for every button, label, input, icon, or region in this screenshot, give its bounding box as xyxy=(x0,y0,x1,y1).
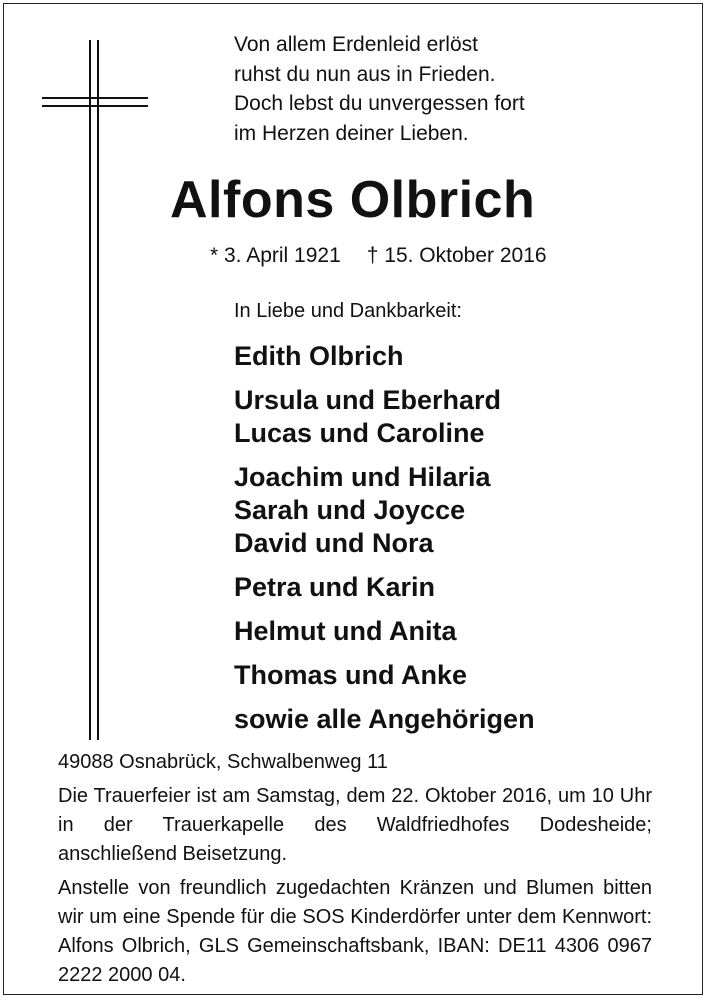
mourner-group xyxy=(234,615,535,648)
donation-notice: Anstelle von freundlich zugedachten Kränzen und Blumen bitten wir um eine Spende für die SOS Kinderdörfer unter dem Kennwort: Alfons Olbrich, GLS Gemeinschaftsbank, IBAN: DE11 4306 0967 2222 2000 04. xyxy=(58,877,652,986)
mourner-group xyxy=(234,340,535,373)
mourner-group xyxy=(234,461,535,560)
notice-details xyxy=(58,748,652,995)
memorial-verse xyxy=(234,30,525,148)
birth-date: * 3. April 1921 xyxy=(210,244,341,267)
mourner-name: Sarah und Joycce xyxy=(234,495,466,525)
funeral-notice: Die Trauerfeier ist am Samstag, dem 22. Oktober 2016, um 10 Uhr in der Trauerkapelle des Waldfriedhofes Dodesheide; anschließend Beisetzung. xyxy=(58,785,652,865)
mourner-name: Helmut und Anita xyxy=(234,616,457,646)
mourner-name: Joachim und Hilaria xyxy=(234,462,491,492)
deceased-name: Alfons Olbrich xyxy=(170,171,536,229)
mourner-group xyxy=(234,384,535,450)
family-address: 49088 Osnabrück, Schwalbenweg 11 xyxy=(58,751,388,773)
mourner-group xyxy=(234,703,535,736)
mourner-name: Thomas und Anke xyxy=(234,660,468,690)
cross-icon xyxy=(42,40,148,740)
verse-line: Doch lebst du unvergessen fort xyxy=(234,92,525,115)
death-date: † 15. Oktober 2016 xyxy=(366,244,547,267)
mourner-name: Ursula und Eberhard xyxy=(234,385,502,415)
verse-line: Von allem Erdenleid erlöst xyxy=(234,33,478,56)
life-dates xyxy=(210,244,547,268)
mourner-name: sowie alle Angehörigen xyxy=(234,704,535,734)
mourner-name: Petra und Karin xyxy=(234,572,436,602)
mourners-list xyxy=(234,340,535,747)
mourner-group xyxy=(234,659,535,692)
mourner-name: Edith Olbrich xyxy=(234,341,404,371)
verse-line: ruhst du nun aus in Frieden. xyxy=(234,62,496,86)
mourner-name: Lucas und Caroline xyxy=(234,418,485,448)
mourner-group xyxy=(234,571,535,604)
mourners-intro: In Liebe und Dankbarkeit: xyxy=(234,300,462,322)
mourner-name: David und Nora xyxy=(234,528,434,558)
verse-line: im Herzen deiner Lieben. xyxy=(234,121,469,145)
